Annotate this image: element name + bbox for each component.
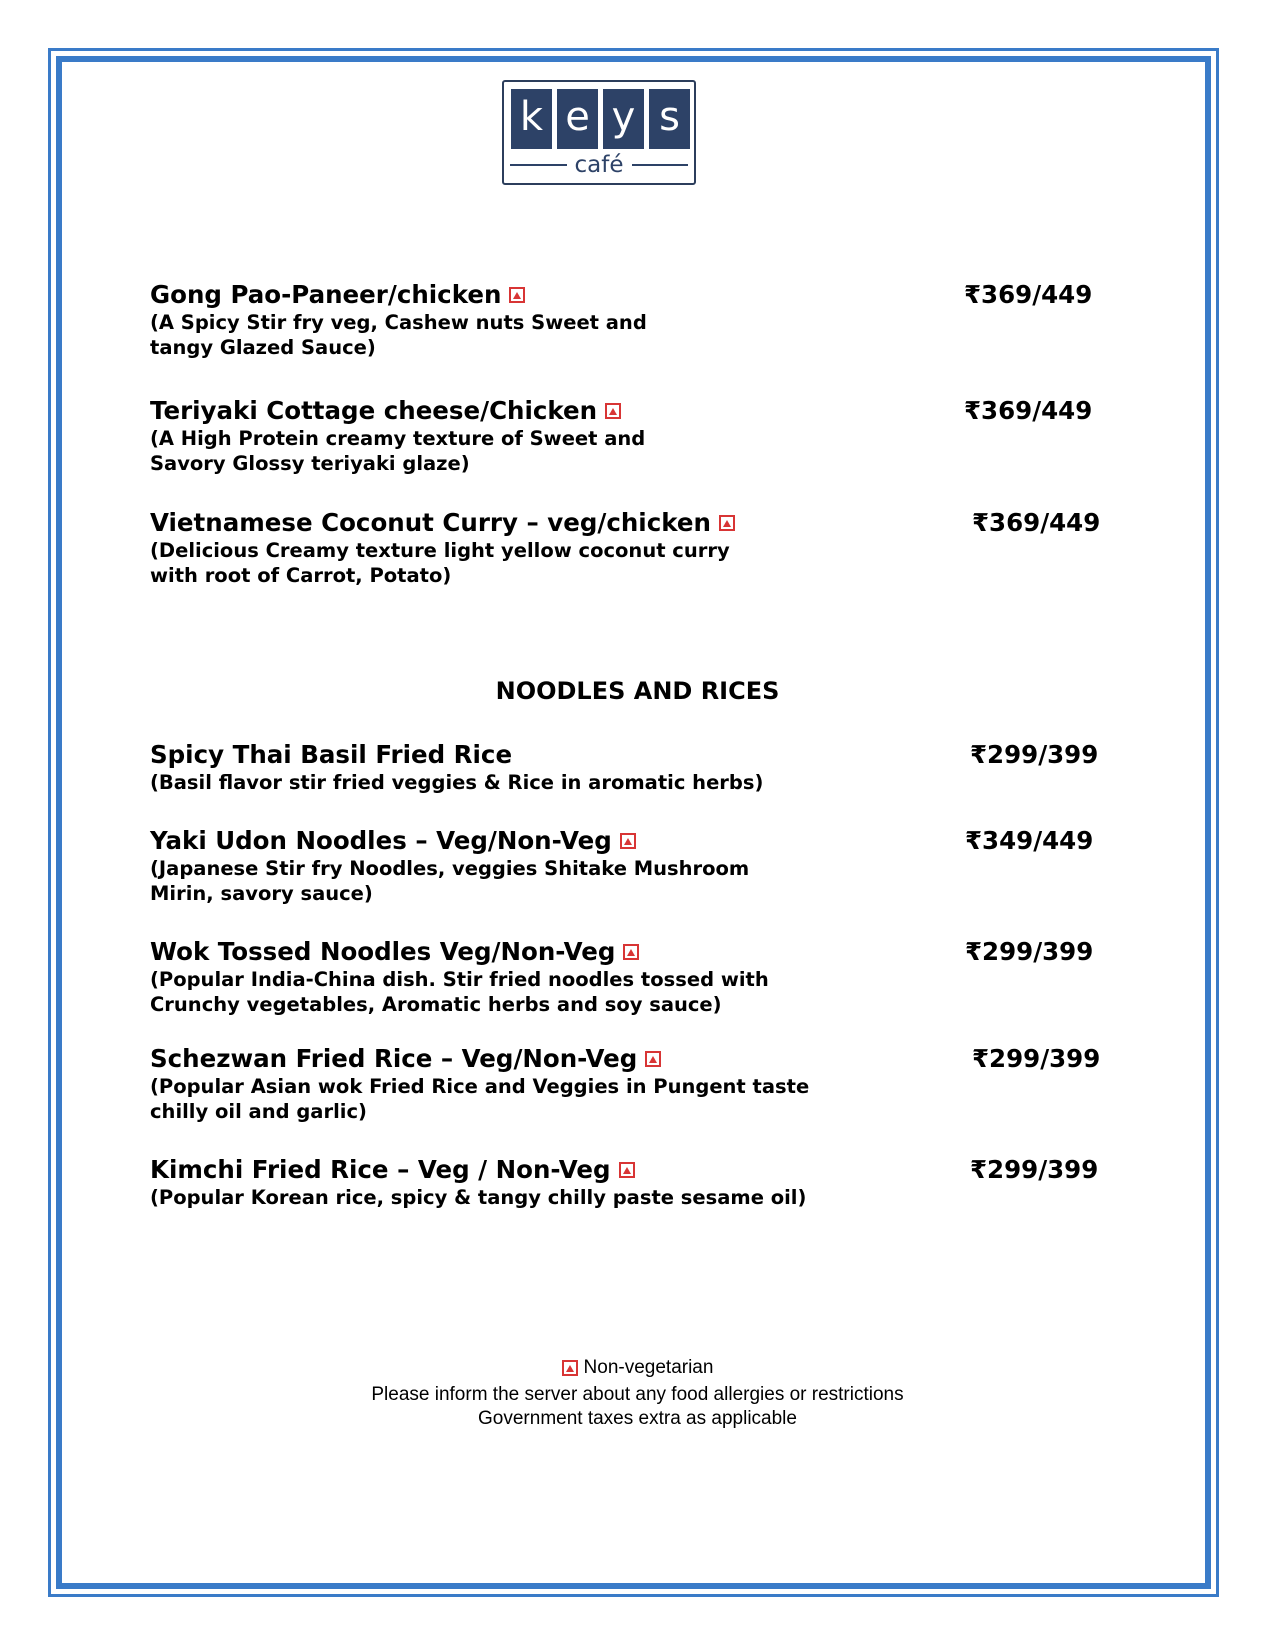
allergy-note: Please inform the server about any food allergies or restrictions — [371, 1384, 904, 1405]
menu-item-name-text: Vietnamese Coconut Curry – veg/chicken — [150, 508, 711, 537]
menu-item-description: (Basil flavor stir fried veggies & Rice in aromatic herbs) — [150, 771, 764, 794]
menu-item-name — [150, 1155, 635, 1185]
menu-legend — [0, 1356, 1275, 1431]
menu-item-description: (Japanese Stir fry Noodles, veggies Shitake Mushroom Mirin, savory sauce) — [150, 857, 750, 905]
non-veg-icon — [719, 515, 735, 531]
menu-item-name — [150, 937, 639, 967]
menu-item — [150, 740, 1140, 795]
tax-note: Government taxes extra as applicable — [478, 1408, 797, 1429]
menu-item-description: (A Spicy Stir fry veg, Cashew nuts Sweet and tangy Glazed Sauce) — [150, 311, 647, 359]
logo-letter-s: s — [649, 89, 690, 149]
menu-item — [150, 280, 1140, 360]
menu-item-name — [150, 280, 525, 310]
menu-item — [150, 1155, 1140, 1210]
menu-item — [150, 1044, 1140, 1124]
logo-letters — [511, 89, 690, 149]
menu-item-name — [150, 1044, 661, 1074]
menu-item — [150, 396, 1140, 476]
non-veg-icon — [623, 944, 639, 960]
logo-subtitle-row — [510, 152, 688, 178]
non-veg-icon — [619, 1162, 635, 1178]
menu-item-description: (Popular Asian wok Fried Rice and Veggies in Pungent taste chilly oil and garlic) — [150, 1075, 810, 1123]
menu-item — [150, 508, 1140, 588]
menu-item-price: ₹299/399 — [965, 937, 1094, 966]
menu-item-price: ₹299/399 — [970, 740, 1099, 769]
non-veg-icon — [620, 833, 636, 849]
menu-item-price: ₹369/449 — [964, 280, 1093, 309]
menu-item-name-text: Spicy Thai Basil Fried Rice — [150, 740, 513, 769]
section-title-noodles-and-rices: NOODLES AND RICES — [495, 677, 780, 705]
menu-item-name-text: Wok Tossed Noodles Veg/Non-Veg — [150, 937, 616, 966]
non-veg-icon — [605, 403, 621, 419]
legend-non-veg-label: Non-vegetarian — [583, 1357, 714, 1378]
legend-non-veg-row — [0, 1356, 1275, 1383]
menu-item-name-text: Schezwan Fried Rice – Veg/Non-Veg — [150, 1044, 638, 1073]
menu-item — [150, 937, 1140, 1017]
menu-item-description: (A High Protein creamy texture of Sweet and Savory Glossy teriyaki glaze) — [150, 427, 646, 475]
menu-item-price: ₹299/399 — [970, 1155, 1099, 1184]
menu-item — [150, 826, 1140, 906]
logo-rule-left — [510, 164, 567, 166]
menu-item-price: ₹369/449 — [964, 396, 1093, 425]
logo-letter-e: e — [557, 89, 598, 149]
non-veg-icon — [645, 1051, 661, 1067]
menu-item-description: (Popular Korean rice, spicy & tangy chilly paste sesame oil) — [150, 1186, 807, 1209]
legend-non-veg-key — [562, 1356, 714, 1380]
logo-rule-right — [632, 164, 689, 166]
menu-item-price: ₹369/449 — [972, 508, 1101, 537]
menu-item-description: (Popular India-China dish. Stir fried noodles tossed with Crunchy vegetables, Aromatic herbs and soy sauce) — [150, 968, 769, 1016]
menu-item-name — [150, 508, 735, 538]
menu-item-name-text: Gong Pao-Paneer/chicken — [150, 280, 502, 309]
logo-letter-y: y — [603, 89, 644, 149]
menu-item-name — [150, 740, 512, 770]
menu-item-description: (Delicious Creamy texture light yellow coconut curry with root of Carrot, Potato) — [150, 539, 730, 587]
menu-item-name-text: Teriyaki Cottage cheese/Chicken — [150, 396, 598, 425]
non-veg-icon — [562, 1360, 578, 1376]
menu-item-name — [150, 396, 621, 426]
keys-cafe-logo — [502, 80, 696, 185]
non-veg-icon — [509, 287, 525, 303]
menu-item-name-text: Yaki Udon Noodles – Veg/Non-Veg — [150, 826, 612, 855]
logo-subtitle: café — [574, 152, 624, 178]
menu-item-name — [150, 826, 636, 856]
menu-item-price: ₹349/449 — [965, 826, 1094, 855]
menu-item-name-text: Kimchi Fried Rice – Veg / Non-Veg — [150, 1155, 611, 1184]
logo-letter-k: k — [511, 89, 552, 149]
menu-item-price: ₹299/399 — [972, 1044, 1101, 1073]
